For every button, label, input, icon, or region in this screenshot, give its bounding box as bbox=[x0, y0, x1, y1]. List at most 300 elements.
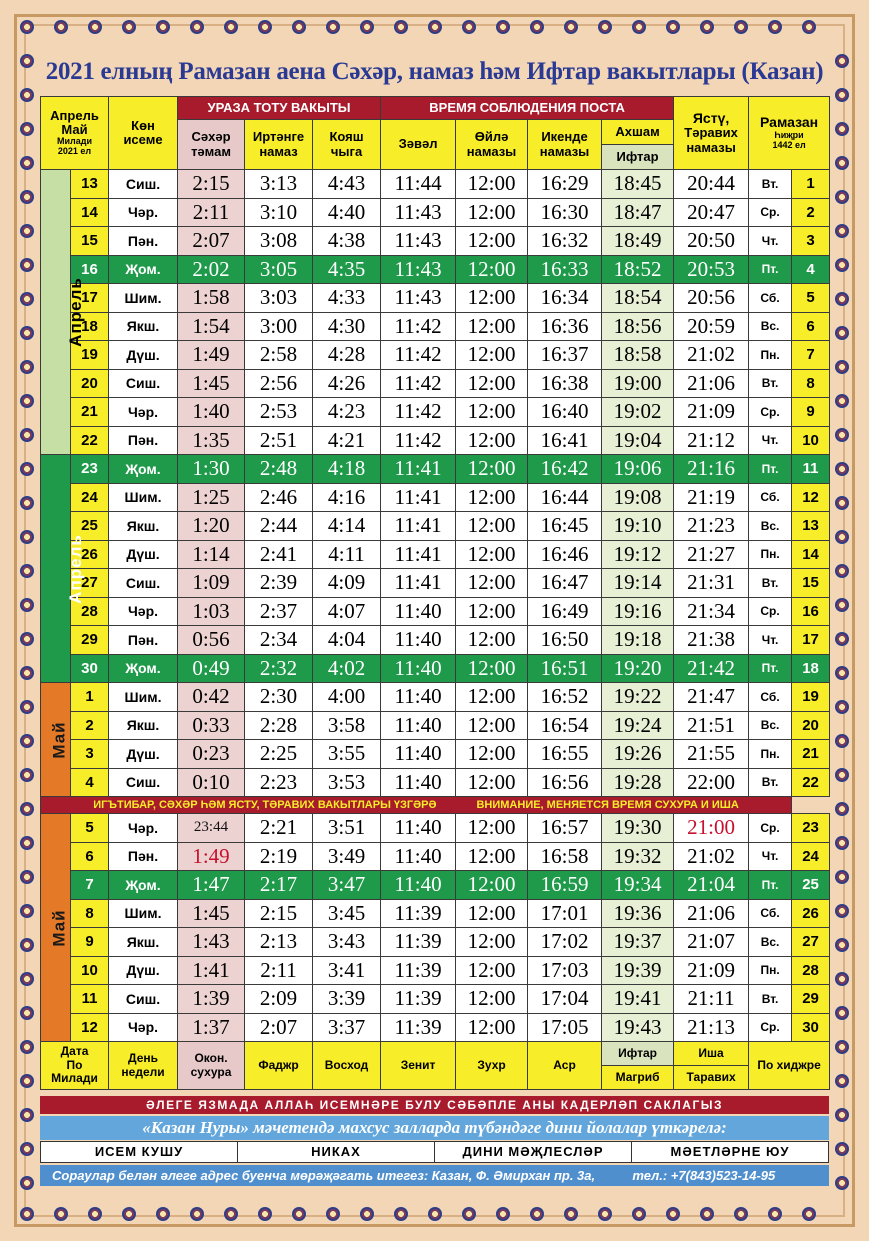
month-label bbox=[41, 170, 85, 455]
weekday-cell: Сиш. bbox=[109, 985, 178, 1014]
ornament-rosette bbox=[156, 20, 170, 34]
ornament-rosette bbox=[835, 428, 849, 442]
ornament-rosette bbox=[835, 1108, 849, 1122]
sahar-time: 1:45 bbox=[178, 899, 245, 928]
iftar-time: 19:22 bbox=[602, 683, 674, 712]
table-row bbox=[41, 899, 830, 928]
fajr-time: 2:34 bbox=[245, 626, 313, 655]
ornament-rosette bbox=[156, 1207, 170, 1221]
table-row bbox=[41, 683, 830, 712]
sunrise-time: 4:07 bbox=[313, 597, 381, 626]
isha-time: 21:04 bbox=[674, 871, 749, 900]
ornament-rosette bbox=[20, 972, 34, 986]
sunrise-time: 3:37 bbox=[313, 1013, 381, 1042]
iftar-time: 19:34 bbox=[602, 871, 674, 900]
ramadan-weekday: Вт. bbox=[749, 369, 792, 398]
ornament-rosette bbox=[20, 734, 34, 748]
service-item: ИСЕМ КУШУ bbox=[41, 1142, 238, 1162]
ornament-rosette bbox=[224, 1207, 238, 1221]
fajr-time: 2:09 bbox=[245, 985, 313, 1014]
ornament-rosette bbox=[428, 20, 442, 34]
sunrise-time: 3:47 bbox=[313, 871, 381, 900]
ornament-rosette bbox=[20, 1040, 34, 1054]
ramadan-weekday: Ср. bbox=[749, 198, 792, 227]
zawal-time: 11:40 bbox=[381, 740, 456, 769]
ornament-rosette bbox=[835, 836, 849, 850]
ornament-rosette bbox=[20, 1108, 34, 1122]
ramadan-day: 14 bbox=[792, 540, 830, 569]
sunrise-time: 4:28 bbox=[313, 341, 381, 370]
ornament-rosette bbox=[835, 870, 849, 884]
fajr-time: 2:15 bbox=[245, 899, 313, 928]
notice-russian: ВНИМАНИЕ, МЕНЯЕТСЯ ВРЕМЯ СУХУРА И ИША bbox=[476, 799, 739, 811]
month-label-text: Май bbox=[49, 908, 69, 947]
ramadan-weekday: Вс. bbox=[749, 711, 792, 740]
ornament-rosette bbox=[835, 462, 849, 476]
ramadan-weekday: Пт. bbox=[749, 871, 792, 900]
sunrise-time: 4:26 bbox=[313, 369, 381, 398]
isha-time: 20:44 bbox=[674, 170, 749, 199]
fajr-time: 2:39 bbox=[245, 569, 313, 598]
sunrise-time: 4:14 bbox=[313, 512, 381, 541]
iftar-time: 19:02 bbox=[602, 398, 674, 427]
fajr-time: 2:56 bbox=[245, 369, 313, 398]
dhuhr-time: 12:00 bbox=[456, 569, 528, 598]
respect-banner: ӘЛЕГЕ ЯЗМАДА АЛЛАҺ ИСЕМНӘРЕ БУЛУ СӘБӘПЛЕ АНЫ КАДЕРЛӘП САКЛАГЫЗ bbox=[40, 1096, 829, 1114]
ramadan-day: 2 bbox=[792, 198, 830, 227]
footer-date-line: Дата bbox=[60, 1043, 89, 1058]
ornament-rosette bbox=[20, 1207, 34, 1221]
dhuhr-time: 12:00 bbox=[456, 512, 528, 541]
asr-time: 16:47 bbox=[528, 569, 602, 598]
weekday-cell: Чәр. bbox=[109, 1013, 178, 1042]
month-label bbox=[41, 683, 71, 797]
ramadan-day: 24 bbox=[792, 842, 830, 871]
table-row bbox=[41, 842, 830, 871]
isha-time: 21:02 bbox=[674, 842, 749, 871]
dhuhr-time: 12:00 bbox=[456, 540, 528, 569]
zawal-time: 11:40 bbox=[381, 711, 456, 740]
dhuhr-time: 12:00 bbox=[456, 597, 528, 626]
zawal-time: 11:42 bbox=[381, 341, 456, 370]
ramadan-weekday: Чт. bbox=[749, 842, 792, 871]
ramadan-weekday: Ср. bbox=[749, 597, 792, 626]
sunrise-time: 3:53 bbox=[313, 768, 381, 797]
sunrise-time: 3:58 bbox=[313, 711, 381, 740]
ramadan-day: 17 bbox=[792, 626, 830, 655]
sunrise-time: 4:30 bbox=[313, 312, 381, 341]
month-label-text: Апрель bbox=[65, 277, 85, 347]
sahar-time: 1:45 bbox=[178, 369, 245, 398]
asr-time: 16:46 bbox=[528, 540, 602, 569]
isha-time: 20:53 bbox=[674, 255, 749, 284]
ramadan-weekday: Вт. bbox=[749, 768, 792, 797]
zawal-time: 11:41 bbox=[381, 512, 456, 541]
ramadan-weekday: Вс. bbox=[749, 512, 792, 541]
ramadan-day: 5 bbox=[792, 284, 830, 313]
ramadan-day: 29 bbox=[792, 985, 830, 1014]
date-cell: 10 bbox=[71, 956, 109, 985]
asr-time: 16:45 bbox=[528, 512, 602, 541]
isha-time: 21:19 bbox=[674, 483, 749, 512]
ramadan-day: 10 bbox=[792, 426, 830, 455]
iftar-time: 19:36 bbox=[602, 899, 674, 928]
isha-time: 21:06 bbox=[674, 369, 749, 398]
address-bar bbox=[40, 1165, 829, 1186]
dhuhr-time: 12:00 bbox=[456, 814, 528, 843]
ornament-rosette bbox=[802, 1207, 816, 1221]
sahar-time: 1:40 bbox=[178, 398, 245, 427]
sahar-time: 1:39 bbox=[178, 985, 245, 1014]
date-cell: 27 bbox=[71, 569, 109, 598]
isha-time: 21:09 bbox=[674, 956, 749, 985]
isha-time: 21:23 bbox=[674, 512, 749, 541]
table-row bbox=[41, 740, 830, 769]
sahar-time: 2:07 bbox=[178, 227, 245, 256]
asr-time: 17:05 bbox=[528, 1013, 602, 1042]
footer-row-1 bbox=[41, 1042, 830, 1066]
ornament-rosette bbox=[20, 598, 34, 612]
date-cell: 17 bbox=[71, 284, 109, 313]
weekday-cell: Җом. bbox=[109, 455, 178, 484]
asr-time: 16:54 bbox=[528, 711, 602, 740]
fajr-time: 2:25 bbox=[245, 740, 313, 769]
date-cell: 29 bbox=[71, 626, 109, 655]
dhuhr-time: 12:00 bbox=[456, 426, 528, 455]
iftar-time: 19:06 bbox=[602, 455, 674, 484]
sunrise-time: 4:33 bbox=[313, 284, 381, 313]
ramadan-day: 26 bbox=[792, 899, 830, 928]
asr-time: 17:02 bbox=[528, 928, 602, 957]
header-fast-russian: ВРЕМЯ СОБЛЮДЕНИЯ ПОСТА bbox=[381, 97, 674, 120]
iftar-time: 19:24 bbox=[602, 711, 674, 740]
date-cell: 22 bbox=[71, 426, 109, 455]
iftar-time: 19:28 bbox=[602, 768, 674, 797]
date-cell: 19 bbox=[71, 341, 109, 370]
isha-time: 20:59 bbox=[674, 312, 749, 341]
asr-time: 16:49 bbox=[528, 597, 602, 626]
ornament-rosette bbox=[20, 564, 34, 578]
ornament-rosette bbox=[20, 224, 34, 238]
dhuhr-time: 12:00 bbox=[456, 654, 528, 683]
footer-date-line: По bbox=[66, 1057, 83, 1072]
sahar-time: 1:30 bbox=[178, 455, 245, 484]
ornament-rosette bbox=[835, 700, 849, 714]
isha-time: 21:47 bbox=[674, 683, 749, 712]
table-row bbox=[41, 956, 830, 985]
iftar-time: 18:52 bbox=[602, 255, 674, 284]
footer-zuhr: Зухр bbox=[456, 1042, 528, 1090]
dhuhr-time: 12:00 bbox=[456, 284, 528, 313]
ornament-rosette bbox=[835, 734, 849, 748]
date-cell: 13 bbox=[71, 170, 109, 199]
ornament-rosette bbox=[20, 1074, 34, 1088]
sahar-time: 1:35 bbox=[178, 426, 245, 455]
weekday-cell: Пән. bbox=[109, 426, 178, 455]
footer-taraweeh: Таравих bbox=[674, 1066, 749, 1090]
ramadan-weekday: Сб. bbox=[749, 899, 792, 928]
iftar-time: 19:30 bbox=[602, 814, 674, 843]
iftar-time: 19:43 bbox=[602, 1013, 674, 1042]
ramadan-weekday: Пн. bbox=[749, 956, 792, 985]
zawal-time: 11:39 bbox=[381, 928, 456, 957]
sahar-time: 1:09 bbox=[178, 569, 245, 598]
dhuhr-time: 12:00 bbox=[456, 871, 528, 900]
date-cell: 30 bbox=[71, 654, 109, 683]
dhuhr-time: 12:00 bbox=[456, 341, 528, 370]
sahar-time: 0:56 bbox=[178, 626, 245, 655]
date-cell: 14 bbox=[71, 198, 109, 227]
notice-row bbox=[41, 797, 830, 814]
fajr-time: 2:13 bbox=[245, 928, 313, 957]
sunrise-time: 4:21 bbox=[313, 426, 381, 455]
date-cell: 3 bbox=[71, 740, 109, 769]
iftar-time: 18:54 bbox=[602, 284, 674, 313]
ornament-rosette bbox=[835, 88, 849, 102]
ramadan-day: 21 bbox=[792, 740, 830, 769]
ornament-rosette bbox=[292, 1207, 306, 1221]
ornament-rosette bbox=[835, 1040, 849, 1054]
ramadan-day: 4 bbox=[792, 255, 830, 284]
iftar-time: 19:20 bbox=[602, 654, 674, 683]
table-row bbox=[41, 985, 830, 1014]
isha-time: 21:09 bbox=[674, 398, 749, 427]
sahar-time: 0:49 bbox=[178, 654, 245, 683]
ramadan-day: 27 bbox=[792, 928, 830, 957]
fajr-time: 3:03 bbox=[245, 284, 313, 313]
zawal-time: 11:40 bbox=[381, 654, 456, 683]
ornament-rosette bbox=[20, 462, 34, 476]
ornament-rosette bbox=[20, 20, 34, 34]
schedule-table bbox=[40, 96, 830, 1090]
ornament-rosette bbox=[835, 1006, 849, 1020]
table-row bbox=[41, 654, 830, 683]
fajr-time: 2:58 bbox=[245, 341, 313, 370]
fajr-time: 2:07 bbox=[245, 1013, 313, 1042]
ramadan-day: 28 bbox=[792, 956, 830, 985]
ornament-rosette bbox=[496, 1207, 510, 1221]
ramadan-day: 6 bbox=[792, 312, 830, 341]
zawal-time: 11:39 bbox=[381, 1013, 456, 1042]
fajr-time: 2:44 bbox=[245, 512, 313, 541]
ornament-rosette bbox=[666, 1207, 680, 1221]
sahar-time: 1:41 bbox=[178, 956, 245, 985]
dhuhr-time: 12:00 bbox=[456, 683, 528, 712]
sahar-time: 2:15 bbox=[178, 170, 245, 199]
sahar-time: 1:03 bbox=[178, 597, 245, 626]
ornament-rosette bbox=[20, 258, 34, 272]
ornament-rosette bbox=[394, 1207, 408, 1221]
ornament-rosette bbox=[835, 564, 849, 578]
header-sahar: Сәхәр тәмам bbox=[178, 120, 245, 170]
ornament-rosette bbox=[20, 88, 34, 102]
isha-time: 21:55 bbox=[674, 740, 749, 769]
sunrise-time: 3:51 bbox=[313, 814, 381, 843]
ornament-rosette bbox=[835, 496, 849, 510]
ornament-rosette bbox=[360, 1207, 374, 1221]
ramadan-weekday: Вт. bbox=[749, 985, 792, 1014]
ornament-rosette bbox=[428, 1207, 442, 1221]
zawal-time: 11:40 bbox=[381, 597, 456, 626]
fajr-time: 2:30 bbox=[245, 683, 313, 712]
dhuhr-time: 12:00 bbox=[456, 398, 528, 427]
iftar-time: 18:45 bbox=[602, 170, 674, 199]
footer-suhur bbox=[178, 1042, 245, 1090]
ornament-rosette bbox=[20, 802, 34, 816]
ornament-rosette bbox=[530, 1207, 544, 1221]
fajr-time: 3:13 bbox=[245, 170, 313, 199]
sunrise-time: 3:43 bbox=[313, 928, 381, 957]
notice-tatar: ИГЪТИБАР, СӘХӘР ҺӘМ ЯСТУ, ТӘРАВИХ ВАКЫТЛАРЫ ҮЗГӘРӘ bbox=[93, 799, 437, 811]
sahar-time: 1:49 bbox=[178, 842, 245, 871]
isha-time: 21:34 bbox=[674, 597, 749, 626]
ramadan-weekday: Ср. bbox=[749, 398, 792, 427]
date-cell: 26 bbox=[71, 540, 109, 569]
fajr-time: 2:41 bbox=[245, 540, 313, 569]
weekday-cell: Сиш. bbox=[109, 768, 178, 797]
fajr-time: 2:51 bbox=[245, 426, 313, 455]
weekday-cell: Сиш. bbox=[109, 569, 178, 598]
ornament-rosette bbox=[835, 122, 849, 136]
ornament-rosette bbox=[360, 20, 374, 34]
sahar-time: 1:14 bbox=[178, 540, 245, 569]
ornament-rosette bbox=[564, 1207, 578, 1221]
footer-fajr: Фаджр bbox=[245, 1042, 313, 1090]
ramadan-weekday: Чт. bbox=[749, 426, 792, 455]
zawal-time: 11:40 bbox=[381, 871, 456, 900]
sunrise-time: 4:16 bbox=[313, 483, 381, 512]
iftar-time: 19:10 bbox=[602, 512, 674, 541]
ramadan-day: 1 bbox=[792, 170, 830, 199]
sahar-time: 0:42 bbox=[178, 683, 245, 712]
asr-time: 17:01 bbox=[528, 899, 602, 928]
zawal-time: 11:39 bbox=[381, 956, 456, 985]
dhuhr-time: 12:00 bbox=[456, 928, 528, 957]
asr-time: 16:40 bbox=[528, 398, 602, 427]
ramadan-day: 15 bbox=[792, 569, 830, 598]
date-cell: 7 bbox=[71, 871, 109, 900]
dhuhr-time: 12:00 bbox=[456, 956, 528, 985]
ornament-rosette bbox=[700, 20, 714, 34]
ornament-rosette bbox=[20, 122, 34, 136]
weekday-cell: Пән. bbox=[109, 842, 178, 871]
sahar-time: 0:33 bbox=[178, 711, 245, 740]
ornament-rosette bbox=[20, 836, 34, 850]
fajr-time: 2:37 bbox=[245, 597, 313, 626]
date-cell: 5 bbox=[71, 814, 109, 843]
table-row bbox=[41, 369, 830, 398]
footer-maghrib: Магриб bbox=[602, 1066, 674, 1090]
ornament-rosette bbox=[632, 1207, 646, 1221]
iftar-time: 19:04 bbox=[602, 426, 674, 455]
ornament-rosette bbox=[835, 904, 849, 918]
isha-time: 20:56 bbox=[674, 284, 749, 313]
zawal-time: 11:40 bbox=[381, 814, 456, 843]
notice-cell bbox=[41, 797, 792, 814]
date-cell: 12 bbox=[71, 1013, 109, 1042]
zawal-time: 11:43 bbox=[381, 198, 456, 227]
zawal-time: 11:42 bbox=[381, 312, 456, 341]
table-row bbox=[41, 814, 830, 843]
ornament-rosette bbox=[88, 1207, 102, 1221]
iftar-time: 18:49 bbox=[602, 227, 674, 256]
weekday-cell: Чәр. bbox=[109, 814, 178, 843]
dhuhr-time: 12:00 bbox=[456, 1013, 528, 1042]
ramadan-day: 3 bbox=[792, 227, 830, 256]
isha-time: 21:12 bbox=[674, 426, 749, 455]
ramadan-day: 30 bbox=[792, 1013, 830, 1042]
isha-time: 21:06 bbox=[674, 899, 749, 928]
footer-zenith: Зенит bbox=[381, 1042, 456, 1090]
iftar-time: 19:32 bbox=[602, 842, 674, 871]
ornament-rosette bbox=[54, 1207, 68, 1221]
dhuhr-time: 12:00 bbox=[456, 312, 528, 341]
ornament-rosette bbox=[835, 972, 849, 986]
ornament-rosette bbox=[462, 1207, 476, 1221]
zawal-time: 11:41 bbox=[381, 569, 456, 598]
sahar-time: 1:37 bbox=[178, 1013, 245, 1042]
sahar-time: 1:49 bbox=[178, 341, 245, 370]
weekday-cell: Дүш. bbox=[109, 341, 178, 370]
dhuhr-time: 12:00 bbox=[456, 768, 528, 797]
table-row bbox=[41, 483, 830, 512]
zawal-time: 11:44 bbox=[381, 170, 456, 199]
isha-time: 21:11 bbox=[674, 985, 749, 1014]
header-asr: Икенде намазы bbox=[528, 120, 602, 170]
ramadan-day: 25 bbox=[792, 871, 830, 900]
ornament-rosette bbox=[20, 666, 34, 680]
zawal-time: 11:40 bbox=[381, 768, 456, 797]
ramadan-weekday: Пн. bbox=[749, 740, 792, 769]
ramadan-day: 19 bbox=[792, 683, 830, 712]
zawal-time: 11:40 bbox=[381, 842, 456, 871]
isha-time: 22:00 bbox=[674, 768, 749, 797]
address-text: Сораулар белән әлеге адрес буенча мөрәҗәгать итегез: Казан, Ф. Әмирхан пр. 3а, bbox=[52, 1168, 596, 1183]
ornament-rosette bbox=[20, 496, 34, 510]
iftar-time: 19:37 bbox=[602, 928, 674, 957]
iftar-time: 19:39 bbox=[602, 956, 674, 985]
sahar-time: 2:02 bbox=[178, 255, 245, 284]
ramadan-day: 13 bbox=[792, 512, 830, 541]
ornament-rosette bbox=[835, 156, 849, 170]
ornament-rosette bbox=[734, 1207, 748, 1221]
ornament-rosette bbox=[20, 292, 34, 306]
sunrise-time: 4:04 bbox=[313, 626, 381, 655]
fajr-time: 3:10 bbox=[245, 198, 313, 227]
ramadan-weekday: Вт. bbox=[749, 569, 792, 598]
dhuhr-time: 12:00 bbox=[456, 455, 528, 484]
table-row bbox=[41, 341, 830, 370]
weekday-cell: Якш. bbox=[109, 312, 178, 341]
iftar-time: 18:58 bbox=[602, 341, 674, 370]
ramadan-weekday: Вс. bbox=[749, 312, 792, 341]
ornament-rosette bbox=[802, 20, 816, 34]
iftar-time: 19:16 bbox=[602, 597, 674, 626]
month-label bbox=[41, 814, 71, 1042]
iftar-time: 19:08 bbox=[602, 483, 674, 512]
sahar-time: 1:20 bbox=[178, 512, 245, 541]
weekday-cell: Якш. bbox=[109, 711, 178, 740]
zawal-time: 11:41 bbox=[381, 455, 456, 484]
ornament-rosette bbox=[768, 20, 782, 34]
dhuhr-time: 12:00 bbox=[456, 255, 528, 284]
isha-time: 21:00 bbox=[674, 814, 749, 843]
ornament-rosette bbox=[20, 530, 34, 544]
sahar-time: 1:58 bbox=[178, 284, 245, 313]
ramadan-weekday: Пт. bbox=[749, 455, 792, 484]
ramadan-day: 11 bbox=[792, 455, 830, 484]
ramadan-day: 12 bbox=[792, 483, 830, 512]
